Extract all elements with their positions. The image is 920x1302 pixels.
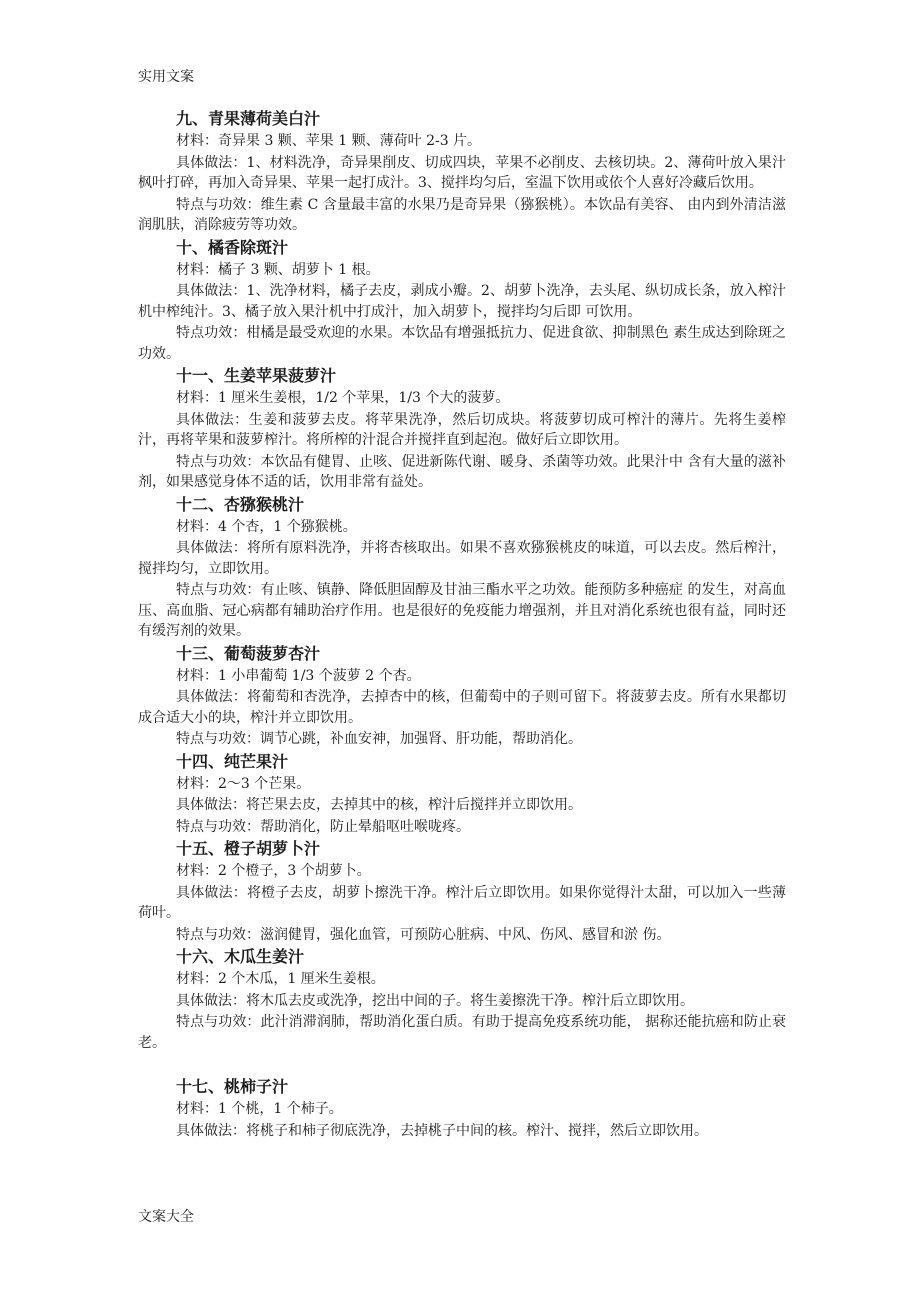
benefits-text: 特点与功效：有止咳、镇静、降低胆固醇及甘油三酯水平之功效。能预防多种癌症 的发生，对高血压、高血脂、冠心病都有辅助治疗作用。也是很好的免疫能力增强剂，并且对消化系统也很有益，同时还有缓泻剂的效果。 bbox=[138, 582, 786, 639]
section-title: 十三、葡萄菠萝杏汁 bbox=[176, 643, 321, 663]
section-title: 十七、桃柿子汁 bbox=[176, 1077, 289, 1096]
benefits-text: 特点与功效：帮助消化，防止晕船呕吐喉咙疼。 bbox=[176, 818, 470, 835]
materials-text: 材料：1 小串葡萄 1/3 个菠萝 2 个杏。 bbox=[176, 667, 421, 684]
materials-text: 材料：橘子 3 颗、胡萝卜 1 根。 bbox=[176, 261, 380, 278]
benefits-text: 特点与功效：本饮品有健胃、止咳、促进新陈代谢、暖身、杀菌等功效。此果汁中 含有大量的滋补剂，如果感觉身体不适的话，饮用非常有益处。 bbox=[138, 453, 786, 490]
benefits-text: 特点与功效：此汁消滞润肺，帮助消化蛋白质。有助于提高免疫系统功能， 据称还能抗癌和防止衰老。 bbox=[138, 1014, 786, 1051]
section-12 bbox=[138, 494, 786, 642]
method-text: 具体做法：将桃子和柿子彻底洗净，去掉桃子中间的核。榨汁、搅拌，然后立即饮用。 bbox=[176, 1122, 708, 1139]
materials-text: 材料：1 个桃，1 个柿子。 bbox=[176, 1101, 343, 1117]
method-text: 具体做法：生姜和菠萝去皮。将苹果洗净，然后切成块。将菠萝切成可榨汁的薄片。先将生姜榨汁，再将苹果和菠萝榨汁。将所榨的汁混合并搅拌直到起泡。做好后立即饮用。 bbox=[138, 411, 786, 448]
materials-text: 材料：奇异果 3 颗、苹果 1 颗、薄荷叶 2-3 片。 bbox=[176, 133, 482, 149]
materials-text: 材料：1 厘米生姜根，1/2 个苹果，1/3 个大的菠萝。 bbox=[176, 390, 510, 406]
method-text: 具体做法：1、材料洗净，奇异果削皮、切成四块，苹果不必削皮、去核切块。2、薄荷叶放入果汁枫叶打碎，再加入奇异果、苹果一起打成汁。3、搅拌均匀后，室温下饮用或依个人喜好冷藏后饮用。 bbox=[138, 154, 786, 191]
section-10 bbox=[138, 237, 786, 365]
method-text: 具体做法：1、洗净材料，橘子去皮，剥成小瓣。2、胡萝卜洗净，去头尾、纵切成长条，放入榨汁机中榨纯汁。3、橘子放入果汁机中打成汁，加入胡萝卜，搅拌均匀后即 可饮用。 bbox=[138, 283, 786, 320]
method-text: 具体做法：将木瓜去皮或洗净，挖出中间的子。将生姜擦洗干净。榨汁后立即饮用。 bbox=[176, 992, 694, 1009]
materials-text: 材料：2 个橙子，3 个胡萝卜。 bbox=[176, 863, 371, 879]
section-title: 九、青果薄荷美白汁 bbox=[176, 109, 321, 128]
section-title: 十一、生姜苹果菠萝汁 bbox=[176, 366, 337, 385]
benefits-text: 特点与功效：维生素 C 含量最丰富的水果乃是奇异果（猕猴桃）。本饮品有美容、 由内到外清洁滋润肌肤，消除疲劳等功效。 bbox=[138, 196, 786, 233]
page-footer: 文案大全 bbox=[138, 1209, 194, 1225]
section-14 bbox=[138, 751, 786, 838]
section-spacer bbox=[138, 1054, 786, 1076]
benefits-text: 特点与功效：滋润健胃，强化血管，可预防心脏病、中风、伤风、感冒和淤 伤。 bbox=[176, 926, 671, 943]
benefits-text: 特点功效：柑橘是最受欢迎的水果。本饮品有增强抵抗力、促进食欲、抑制黑色 素生成达到除斑之功效。 bbox=[138, 325, 786, 362]
section-title: 十、橘香除斑汁 bbox=[176, 237, 289, 257]
section-title: 十六、木瓜生姜汁 bbox=[176, 947, 305, 966]
method-text: 具体做法：将葡萄和杏洗净，去掉杏中的核，但葡萄中的子则可留下。将菠萝去皮。所有水果都切成合适大小的块，榨汁并立即饮用。 bbox=[138, 689, 786, 726]
method-text: 具体做法：将所有原料洗净，并将杏核取出。如果不喜欢猕猴桃皮的味道，可以去皮。然后榨汁，搅拌均匀，立即饮用。 bbox=[138, 540, 786, 577]
section-title: 十二、杏猕猴桃汁 bbox=[176, 494, 305, 514]
materials-text: 材料：4 个杏，1 个猕猴桃。 bbox=[176, 518, 357, 535]
materials-text: 材料：2 个木瓜，1 厘米生姜根。 bbox=[176, 971, 385, 987]
method-text: 具体做法：将芒果去皮，去掉其中的核，榨汁后搅拌并立即饮用。 bbox=[176, 797, 582, 813]
section-16 bbox=[138, 946, 786, 1053]
section-title: 十五、橙子胡萝卜汁 bbox=[176, 839, 321, 858]
benefits-text: 特点与功效：调节心跳，补血安神，加强肾、肝功能，帮助消化。 bbox=[176, 731, 582, 747]
page-header: 实用文案 bbox=[138, 69, 194, 85]
section-13 bbox=[138, 643, 786, 750]
section-9 bbox=[138, 108, 786, 236]
document-body bbox=[138, 108, 786, 1142]
section-15 bbox=[138, 838, 786, 945]
method-text: 具体做法：将橙子去皮，胡萝卜擦洗干净。榨汁后立即饮用。如果你觉得汁太甜，可以加入一些薄荷叶。 bbox=[138, 884, 786, 921]
section-17 bbox=[138, 1076, 786, 1141]
section-11 bbox=[138, 365, 786, 493]
section-title: 十四、纯芒果汁 bbox=[176, 751, 289, 771]
materials-text: 材料：2～3 个芒果。 bbox=[176, 775, 311, 792]
